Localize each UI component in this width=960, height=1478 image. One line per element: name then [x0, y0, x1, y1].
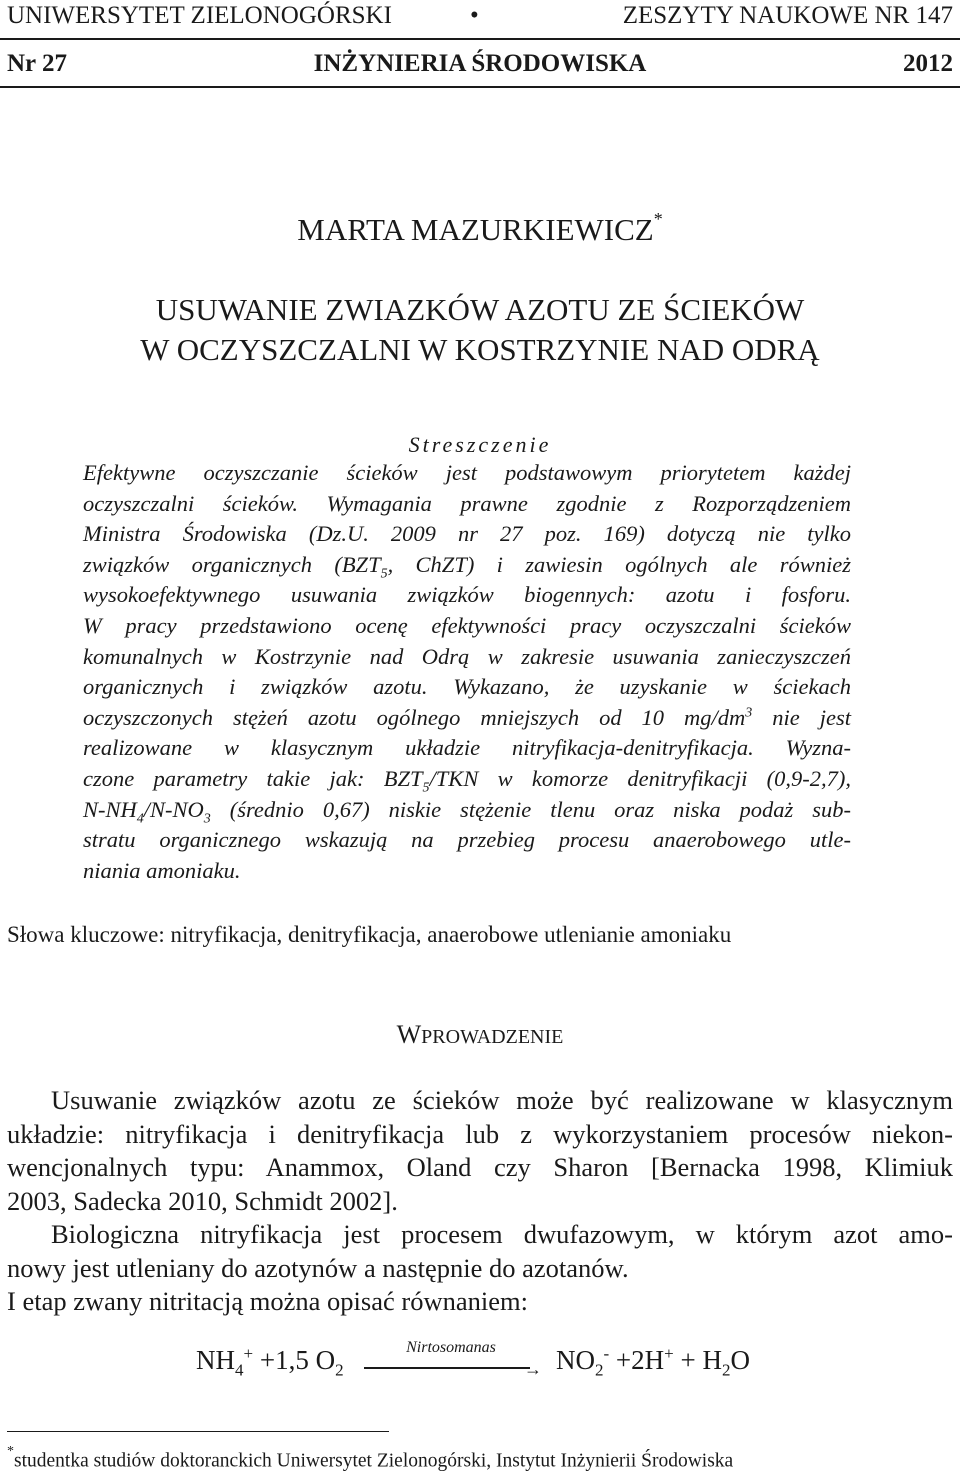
arrow-line — [364, 1367, 530, 1369]
superscript: - — [603, 1344, 610, 1363]
abstract-heading: Streszczenie — [408, 432, 552, 457]
eq-text: NH — [196, 1345, 235, 1375]
header-bullet: • — [470, 2, 479, 29]
footnote — [7, 1444, 734, 1473]
paragraph-line: Usuwanie związków azotu ze ścieków może być realizowane w klasycznym — [51, 1085, 953, 1115]
reaction-arrow — [364, 1339, 542, 1379]
abstract-line: Efektywne oczyszczanie ścieków jest podstawowym priorytetem każdej — [83, 460, 851, 485]
eq-text: + H — [673, 1345, 722, 1375]
section-heading — [0, 1020, 960, 1050]
abstract-text: (średnio 0,67) niskie stężenie tlenu oraz niska podaż sub- — [210, 796, 851, 822]
abstract-line — [83, 795, 851, 826]
section-heading-cap: W — [396, 1020, 422, 1049]
subscript: 2 — [595, 1360, 604, 1380]
title-line-1: USUWANIE ZWIAZKÓW AZOTU ZE ŚCIEKÓW — [155, 292, 805, 327]
abstract-line: stratu organicznego wskazują na przebieg procesu anaerobowego utle- — [83, 827, 851, 853]
eq-text: O — [730, 1345, 750, 1375]
footnote-rule — [7, 1431, 389, 1432]
footnote-mark: * — [7, 1444, 14, 1459]
journal-discipline: INŻYNIERIA ŚRODOWISKA — [313, 50, 647, 77]
abstract-line: Ministra Środowiska (Dz.U. 2009 nr 27 poz. 169) dotyczą nie tylko — [83, 521, 851, 547]
superscript: + — [664, 1344, 674, 1363]
arrow-head-icon: → — [524, 1359, 542, 1379]
body-text — [7, 1084, 953, 1319]
abstract-text: związków organicznych (BZT — [83, 551, 381, 577]
paper-title — [0, 290, 960, 370]
author-name: MARTA MAZURKIEWICZ — [297, 212, 654, 247]
paragraph-line: układzie: nitryfikacja i denitryfikacja lub z wykorzystaniem procesów niekon- — [7, 1118, 953, 1149]
equation-products — [556, 1344, 750, 1380]
abstract-line: niania amoniaku. — [83, 857, 241, 883]
header-rule-top — [0, 38, 960, 40]
superscript: + — [243, 1344, 254, 1363]
abstract-text: /TKN w komorze denitryfikacji (0,9-2,7), — [429, 765, 851, 791]
abstract-text: nie jest — [752, 704, 851, 730]
subscript: 2 — [721, 1360, 731, 1380]
abstract — [83, 458, 851, 886]
paragraph-line: wencjonalnych typu: Anammox, Oland czy Sharon [Bernacka 1998, Klimiuk — [7, 1152, 953, 1182]
abstract-line: W pracy przedstawiono ocenę efektywności pracy oczyszczalni ścieków — [83, 612, 851, 638]
journal-issue: Nr 27 — [7, 50, 67, 77]
abstract-text: N-NH — [83, 796, 137, 822]
paragraph-line: Biologiczna nitryfikacja jest procesem dwufazowym, w którym azot amo- — [51, 1219, 953, 1249]
author-footnote-mark: * — [653, 208, 663, 229]
paragraph-line: I etap zwany nitritacją można opisać równaniem: — [7, 1286, 528, 1316]
section-heading-rest: PROWADZENIE — [421, 1026, 564, 1048]
subscript: 4 — [235, 1360, 244, 1380]
abstract-line — [83, 550, 851, 581]
eq-text: +2H — [609, 1345, 665, 1375]
abstract-line — [83, 764, 851, 795]
abstract-text: , ChZT) i zawiesin ogólnych ale również — [387, 551, 851, 577]
eq-text: NO — [556, 1345, 595, 1375]
abstract-line: realizowane w klasycznym układzie nitryfikacja-denitryfikacja. Wyzna- — [83, 735, 851, 761]
footnote-text: studentka studiów doktoranckich Uniwersytet Zielonogórski, Instytut Inżynierii Środowiska — [14, 1450, 734, 1472]
subscript: 2 — [335, 1360, 344, 1380]
title-line-2: W OCZYSZCZALNI W KOSTRZYNIE NAD ODRĄ — [140, 332, 820, 367]
abstract-text: czone parametry takie jak: BZT — [83, 765, 423, 791]
abstract-line: oczyszczalni ścieków. Wymagania prawne zgodnie z Rozporządzeniem — [83, 490, 851, 516]
author — [0, 208, 960, 248]
eq-text: +1,5 O — [253, 1345, 336, 1375]
abstract-line: komunalnych w Kostrzynie nad Odrą w zakresie usuwania zanieczyszczeń — [83, 643, 851, 669]
journal-year: 2012 — [903, 50, 953, 77]
journal-university: UNIWERSYTET ZIELONOGÓRSKI — [7, 2, 392, 29]
abstract-line — [83, 703, 851, 734]
paragraph-line: 2003, Sadecka 2010, Schmidt 2002]. — [7, 1185, 398, 1216]
subscript: 3 — [203, 811, 211, 827]
abstract-line: wysokoefektywnego usuwania związków biogennych: azotu i fosforu. — [83, 582, 851, 608]
subscript: 4 — [136, 811, 144, 827]
abstract-text: oczyszczonych stężeń azotu ogólnego mniejszych od 10 mg/dm — [83, 704, 746, 730]
journal-series: ZESZYTY NAUKOWE NR 147 — [622, 2, 953, 29]
subscript: 5 — [380, 566, 388, 582]
superscript: 3 — [745, 705, 753, 721]
keywords: Słowa kluczowe: nitryfikacja, denitryfikacja, anaerobowe utlenianie amoniaku — [7, 922, 732, 947]
paragraph-line: nowy jest utleniany do azotynów a następnie do azotanów. — [7, 1252, 629, 1283]
subscript: 5 — [422, 780, 430, 796]
abstract-line: organicznych i związków azotu. Wykazano, że uzyskanie w ściekach — [83, 674, 851, 700]
arrow-label: Nirtosomanas — [406, 1339, 496, 1356]
header-rule-bottom — [0, 86, 960, 88]
equation-reactants — [196, 1344, 344, 1380]
abstract-text: /N-NO — [143, 796, 204, 822]
